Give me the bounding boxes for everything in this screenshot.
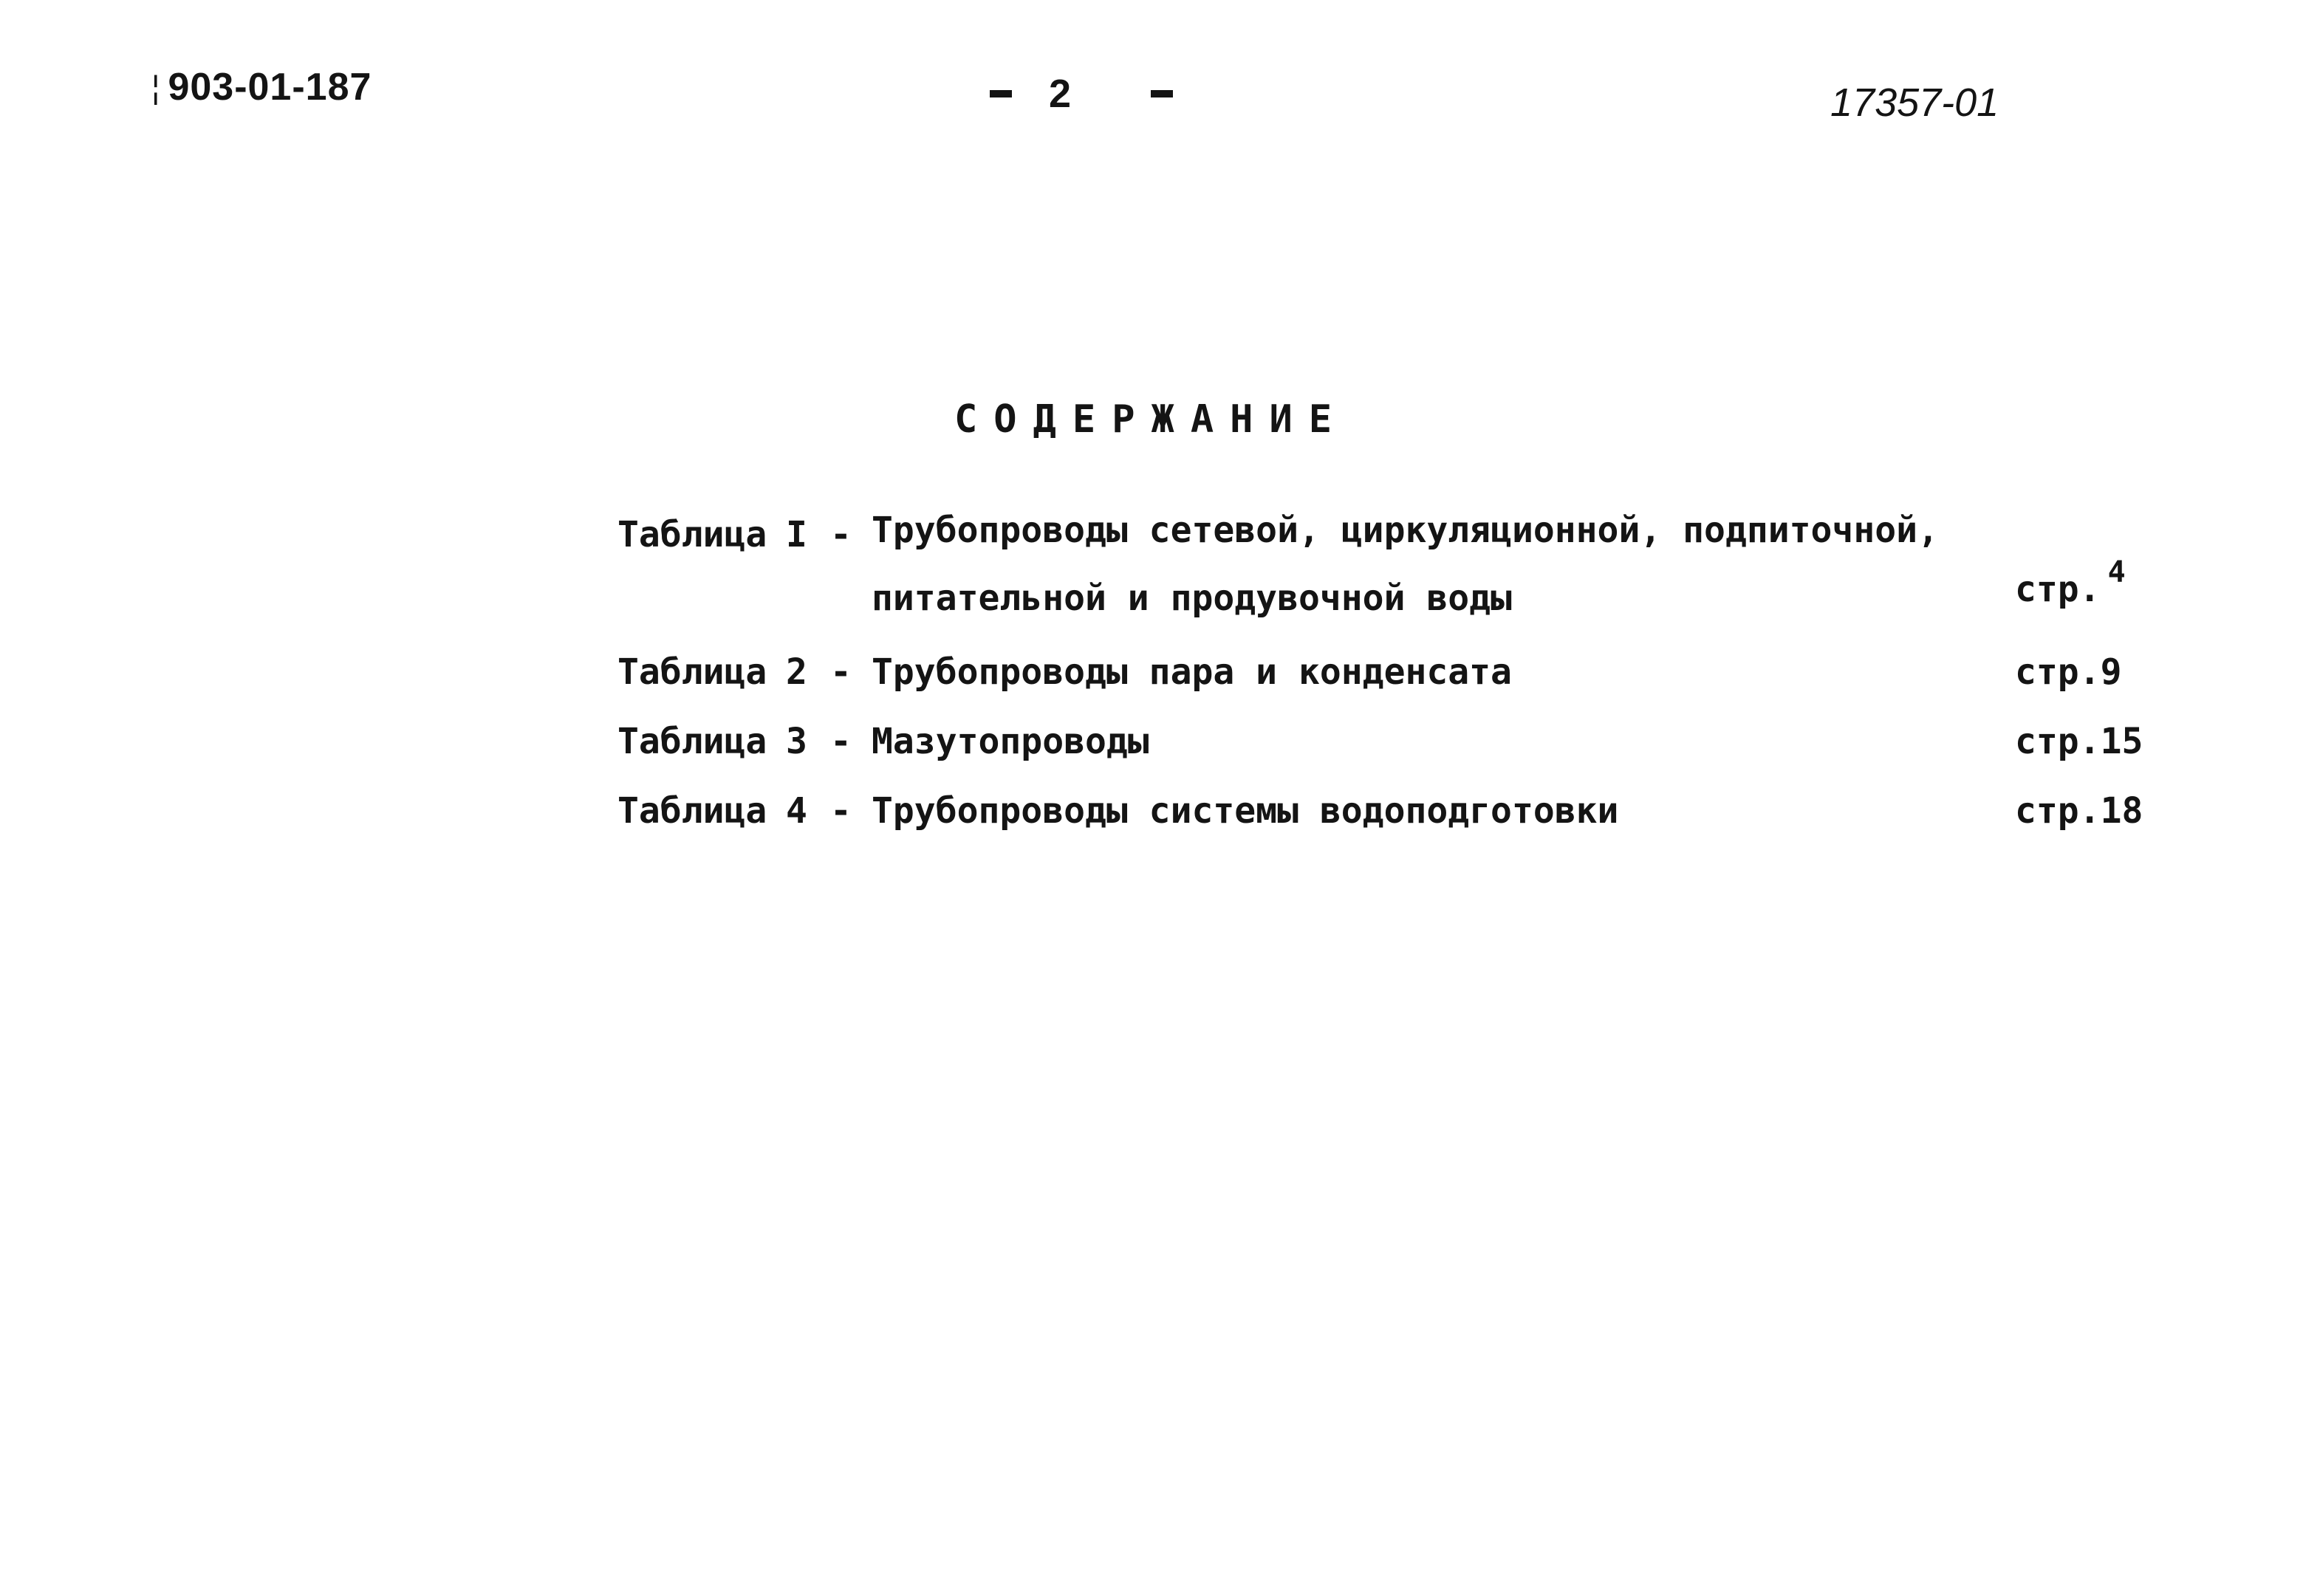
toc-entry-description-line2: питательной и продувочной воды: [872, 578, 1512, 619]
toc-entry-description-line1: Трубопроводы сетевой, циркуляционной, подпиточной,: [872, 510, 1939, 551]
toc-entry-page-ref: [2015, 721, 2143, 762]
page-title: СОДЕРЖАНИЕ: [954, 397, 1349, 442]
toc-entry-page-ref: [2015, 790, 2143, 832]
toc-entry-page: 9: [2100, 651, 2122, 693]
toc-entry-page: 18: [2100, 790, 2143, 832]
toc-entry-description: Трубопроводы пара и конденсата: [872, 651, 1512, 693]
toc-entry-page-ref: [2015, 651, 2122, 693]
toc-entry-dash: -: [830, 790, 852, 832]
table-of-contents: [617, 510, 2183, 860]
toc-entry-number: 4: [786, 790, 807, 832]
toc-entry-description: [872, 496, 1939, 632]
toc-entry-number: I: [786, 514, 807, 555]
toc-entry-label: Таблица: [617, 514, 767, 555]
archive-number: 17357-01: [1830, 81, 1999, 125]
toc-entry-dash: -: [830, 651, 852, 693]
toc-entry-2: [617, 651, 2183, 721]
toc-entry-3: [617, 721, 2183, 790]
toc-entry-description: Трубопроводы системы водоподготовки: [872, 790, 1619, 832]
toc-entry-1: [617, 510, 2183, 651]
toc-entry-page-prefix: стр.: [2015, 569, 2101, 610]
page-number-text: 2: [1049, 72, 1072, 116]
document-code-text: 903-01-187: [168, 66, 372, 109]
toc-entry-description: Мазутопроводы: [872, 721, 1149, 762]
toc-entry-4: [617, 790, 2183, 860]
toc-entry-dash: -: [830, 721, 852, 762]
toc-entry-label: Таблица: [617, 721, 767, 762]
toc-entry-page-ref: [2015, 555, 2126, 610]
page-number: [990, 71, 1173, 117]
toc-entry-page-prefix: стр.: [2015, 721, 2101, 762]
document-code: [151, 65, 372, 109]
toc-entry-page-prefix: стр.: [2015, 790, 2101, 832]
toc-entry-label: Таблица: [617, 790, 767, 832]
page-number-dash-right: [1151, 90, 1173, 97]
toc-entry-number: 3: [786, 721, 807, 762]
page-number-dash-left: [990, 90, 1012, 97]
toc-entry-label: Таблица: [617, 651, 767, 693]
toc-entry-page-prefix: стр.: [2015, 651, 2101, 693]
margin-tick: ¦: [151, 69, 161, 106]
toc-entry-page: 4: [2107, 555, 2126, 589]
toc-entry-number: 2: [786, 651, 807, 693]
toc-entry-page: 15: [2100, 721, 2143, 762]
toc-entry-dash: -: [830, 514, 852, 555]
